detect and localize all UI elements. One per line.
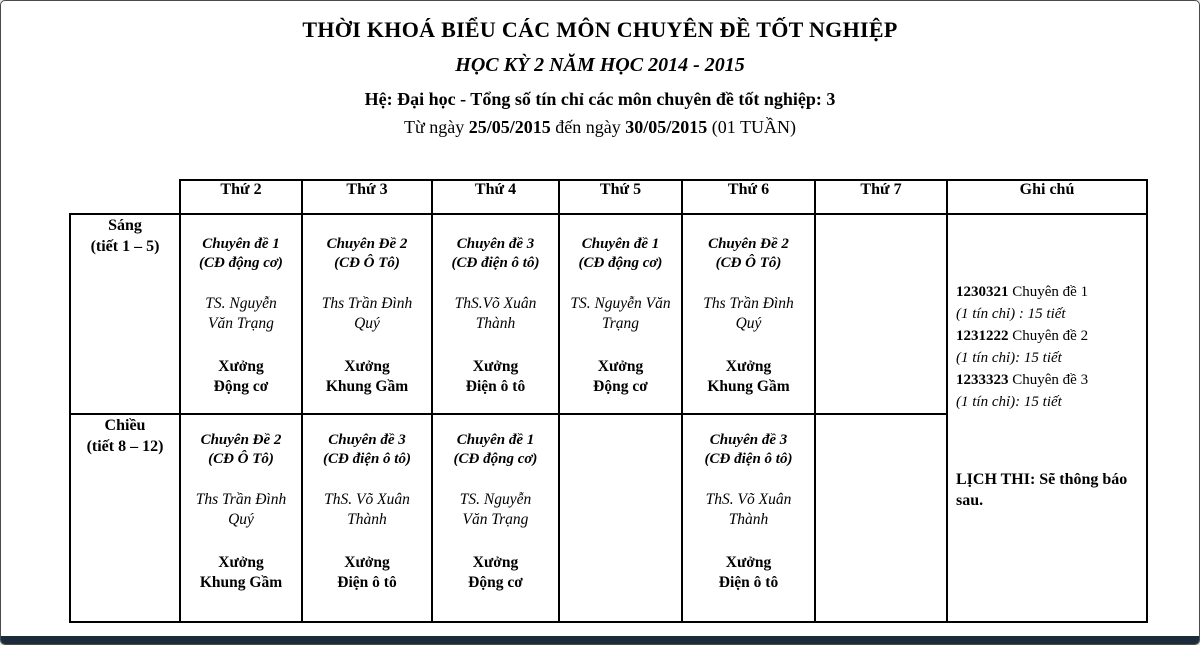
course-title: Chuyên đề 3 (CĐ điện ô tô) (704, 432, 793, 467)
date-range-line (1, 117, 1199, 138)
teacher-name: Ths Trần Đình Quý (703, 295, 794, 332)
session-periods: (tiết 1 – 5) (90, 238, 160, 255)
schedule-cell-empty (815, 214, 947, 414)
note-course-1: 1230321 Chuyên đề 1 (956, 284, 1089, 300)
date-middle: đến ngày (550, 117, 626, 137)
course-title: Chuyên Đề 2 (CĐ Ô Tô) (200, 432, 282, 467)
schedule-cell (432, 214, 559, 414)
room-name: Xưởng Động cơ (213, 358, 269, 395)
teacher-name: TS. Nguyễn Văn Trạng (570, 295, 671, 332)
teacher-name: ThS. Võ Xuân Thành (324, 491, 410, 528)
session-label-afternoon (70, 414, 180, 622)
note-course-3: 1233323 Chuyên đề 3 (956, 372, 1089, 388)
schedule-cell (682, 414, 815, 622)
bottom-bar (1, 636, 1199, 644)
room-name: Xưởng Khung Gầm (325, 358, 409, 395)
schedule-cell-empty (559, 414, 682, 622)
date-suffix: (01 TUẦN) (707, 117, 796, 137)
session-periods: (tiết 8 – 12) (86, 438, 164, 455)
morning-row (70, 214, 1147, 414)
timetable (69, 179, 1148, 623)
note-detail-1: (1 tín chỉ) : 15 tiết (956, 306, 1066, 322)
page-title: THỜI KHOÁ BIỂU CÁC MÔN CHUYÊN ĐỀ TỐT NGHIỆP (302, 17, 898, 42)
day-header-fri: Thứ 6 (682, 180, 815, 214)
start-date: 25/05/2015 (468, 117, 551, 137)
room-name: Xưởng Động cơ (468, 554, 523, 591)
course-title: Chuyên đề 1 (CĐ động cơ) (199, 236, 283, 271)
room-name: Xưởng Điện ô tô (465, 358, 526, 395)
schedule-cell (302, 214, 432, 414)
schedule-cell (302, 414, 432, 622)
day-header-row (70, 180, 1147, 214)
teacher-name: Ths Trần Đình Quý (195, 491, 287, 528)
schedule-cell (180, 214, 302, 414)
teacher-name: Ths Trần Đình Quý (321, 295, 413, 332)
notes-header: Ghi chú (947, 180, 1147, 214)
room-name: Xưởng Động cơ (593, 358, 648, 395)
teacher-name: ThS. Võ Xuân Thành (705, 491, 792, 528)
day-header-wed: Thứ 4 (432, 180, 559, 214)
course-title: Chuyên đề 1 (CĐ động cơ) (453, 432, 538, 467)
course-title: Chuyên Đề 2 (CĐ Ô Tô) (326, 236, 408, 271)
document-header (1, 17, 1199, 138)
course-title: Chuyên đề 3 (CĐ điện ô tô) (323, 432, 411, 467)
session-name: Chiều (104, 417, 146, 434)
date-prefix: Từ ngày (404, 117, 469, 137)
schedule-cell (180, 414, 302, 622)
notes-cell (947, 214, 1147, 622)
room-name: Xưởng Điện ô tô (337, 554, 397, 591)
teacher-name: TS. Nguyễn Văn Trạng (205, 295, 277, 332)
course-title: Chuyên Đề 2 (CĐ Ô Tô) (708, 236, 789, 271)
day-header-sat: Thứ 7 (815, 180, 947, 214)
teacher-name: TS. Nguyễn Văn Trạng (459, 491, 532, 528)
schedule-cell (432, 414, 559, 622)
schedule-cell-empty (815, 414, 947, 622)
room-name: Xưởng Khung Gầm (707, 358, 790, 395)
day-header-thu: Thứ 5 (559, 180, 682, 214)
schedule-cell (559, 214, 682, 414)
exam-notice: LỊCH THI: Sẽ thông báo sau. (956, 471, 1128, 509)
corner-cell (70, 180, 180, 214)
room-name: Xưởng Điện ô tô (718, 554, 779, 591)
session-name: Sáng (108, 217, 142, 234)
note-detail-3: (1 tín chỉ): 15 tiết (956, 394, 1062, 410)
room-name: Xưởng Khung Gầm (199, 554, 283, 591)
course-credit-notes (956, 281, 1140, 413)
session-label-morning (70, 214, 180, 414)
course-title: Chuyên đề 1 (CĐ động cơ) (578, 236, 663, 271)
schedule-cell (682, 214, 815, 414)
system-credits-line: Hệ: Đại học - Tổng số tín chỉ các môn chuyên đề tốt nghiệp: 3 (364, 89, 836, 109)
day-header-mon: Thứ 2 (180, 180, 302, 214)
course-title: Chuyên đề 3 (CĐ điện ô tô) (451, 236, 540, 271)
end-date: 30/05/2015 (625, 117, 708, 137)
teacher-name: ThS.Võ Xuân Thành (454, 295, 537, 332)
semester-subtitle: HỌC KỲ 2 NĂM HỌC 2014 - 2015 (455, 54, 745, 76)
note-detail-2: (1 tín chỉ): 15 tiết (956, 350, 1062, 366)
note-course-2: 1231222 Chuyên đề 2 (956, 328, 1089, 344)
day-header-tue: Thứ 3 (302, 180, 432, 214)
